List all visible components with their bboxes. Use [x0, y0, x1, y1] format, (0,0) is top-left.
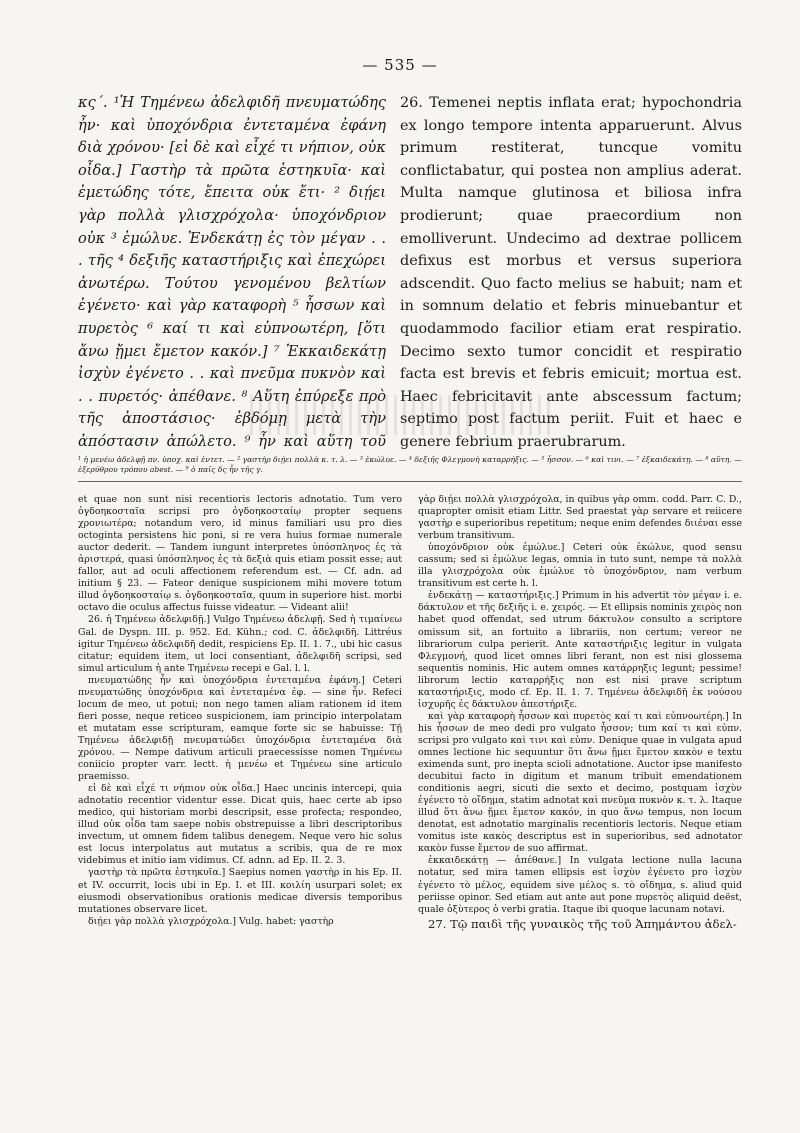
greek-text-column — [78, 92, 386, 452]
commentary-section — [78, 494, 742, 1100]
commentary-paragraph: ὑποχόνδριον οὐκ ἐμώλυε.] Ceteri οὐκ ἐκώλυε, quod sensu cassum; sed si ἐμώλυε legas, omnia in tuto sunt, nempe τὰ πολλὰ illa γλισχρόχολα οὐκ ἐμώλυε τὸ ὑποχόνδριον, nam verbum transitivum est certe h. l. — [418, 542, 742, 590]
critical-apparatus-footnotes: ¹ ἡ μενέω ἀδελφῇ πν. ὑποχ. καὶ ἐντετ. — ² γαστὴρ διῄει πολλὰ κ. τ. λ. — ³ ἐκώλυε. — ⁴ δεξιῆς Φλεγμονὴ καταρρήξις. — ⁵ ἧσσον. — ⁶ καὶ τινι. — ⁷ ἑξκαιδεκάτῃ. — ⁸ αὕτη. — ἐξερύθρου τρόπου abest. — ⁹ ὁ παῖς δς ἦν τῆς γ. — [78, 455, 742, 474]
commentary-paragraph: καὶ γὰρ καταφορὴ ἧσσων καὶ πυρετὸς καί τι καὶ εὐπνοωτέρη.] In his ἧσσων de meo dedi pro vulgato ἧσσον; tum καί τι καὶ εὐπν. scripsi pro vulgato καὶ τινι καὶ εὐπν. Denique quae in vulgata apud omnes lectione hic sequuntur ὅτι ἄνω ᾔμει ἔμετον κακὸν e textu eximenda sunt, pro inepta scioli adnotatione. Auctor ipse manifesto decubitui facto in digitum et manum tribuit emendationem conditionis aegri, sicuti die sexto et decimo, postquam ἰσχὺν ἐγένετο τὸ οἴδημα, statim adnotat καὶ πνεῦμα πυκνὸν κ. τ. λ. Itaque illud ὅτι ἄνω ᾔμει ἔμετον κακόν, in quo ἄνω tempus, non locum denotat, est adnotatio marginalis recentioris lectoris. Neque etiam vomitus iste κακὸς descriptus est in superioribus, sed adnotator κακὸν fusse ἔμετον de suo affirmat. — [418, 710, 742, 855]
commentary-paragraph: ἑκκαιδεκάτῃ — ἀπέθανε.] In vulgata lectione nulla lacuna notatur, sed mira tamen ellipsis est ἰσχὺν ἐγένετο pro ἰσχὺν ἐγένετο τὸ μέλος, equidem sive μέλος s. τὸ οἴδημα, s. aliud quid periisse opinor. Sed etiam aut ante aut pone πυρετὸς aliquid deëst, quale ὀξὺτερος ὁ verbi gratia. Itaque ibi quoque lacunam notavi. — [418, 855, 742, 915]
commentary-paragraph: 26. ἡ Τημένεω ἀδελφιδῇ.] Vulgo Τημένεω ἀδελφῇ. Sed ἡ τιμαίνεω Gal. de Dyspn. III. p. 952. Ed. Kühn.; cod. C. ἀδελφιδῆ. Littréus igitur Τημένεω ἀδελφιδῆ dedit, respiciens Ep. II. 1. 7., ubi hic casus citatur; equidem item, ut loci consentiant, ἀδελφιδῆ scripsi, sed simul articulum ἡ ante Τημένεω recepi e Gal. l. l. — [78, 614, 402, 674]
latin-paragraph-26: 26. Temenei neptis inflata erat; hypochondria ex longo tempore intenta apparuerunt. Alvus primum restiterat, tuncque vomitu conflictabatur, qui postea non amplius aderat. Multa namque glutinosa et biliosa infra prodierunt; quae praecordium non emolliverunt. Undecimo ad dextrae pollicem defixus est morbus et versus superiora adscendit. Quo facto melius se habuit; nam et in somnum delatio et febris minuebantur et quodammodo facilior etiam erat respiratio. Decimo sexto tumor concidit et respiratio facta est brevis et febris emicuit; mortua est. Haec febricitavit ante abscessum factum; septimo post factum periit. Fuit et haec e genere febrium praerubrarum. — [400, 95, 742, 450]
commentary-paragraph: διῄει γὰρ πολλὰ γλισχρόχολα.] Vulg. habet: γαστὴρ — [88, 915, 334, 927]
page-number: — 535 — — [362, 56, 438, 74]
greek-paragraph-26: κς΄. ¹Ἡ Τημένεω ἀδελφιδῆ πνευματώδης ἦν· καὶ ὑποχόνδρια ἐντεταμένα ἐφάνη διὰ χρόνου· [εἰ δὲ καὶ εἶχέ τι νήπιον, οὐκ οἶδα.] Γαστὴρ τὰ πρῶτα ἑστηκυῖα· καὶ ἐμετώδης τότε, ἔπειτα οὐκ ἔτι· ² διῄει γὰρ πολλὰ γλισχρόχολα· ὑποχόνδριον οὐκ ³ ἐμώλυε. Ἐνδεκάτῃ ἐς τὸν μέγαν . . . τῆς ⁴ δεξιῆς καταστήριξις καὶ ἐπεχώρει ἀνωτέρω. Τούτου γενομένου βελτίων ἐγένετο· καὶ γὰρ καταφορὴ ⁵ ἧσσων καὶ πυρετὸς ⁶ καί τι καὶ εὐπνοωτέρη, [ὅτι ἄνω ᾔμει ἔμετον κακόν.] ⁷ Ἑκκαιδεκάτῃ ἰσχὺν ἐγένετο . . καὶ πνεῦμα πυκνὸν καὶ . . πυρετός· ἀπέθανε. ⁸ Αὕτη ἐπύρεξε πρὸ τῆς ἀποστάσιος· ἑβδόμῃ μετὰ τὴν ἀπόστασιν ἀπώλετο. ⁹ ἦν καὶ αὕτη τοῦ — [78, 94, 386, 450]
latin-translation-column — [400, 92, 742, 452]
commentary-paragraph: ἐνδεκάτῃ — καταστήριξις.] Primum in his advertit τὸν μέγαν i. e. δάκτυλον et τῆς δεξιῆς i. e. χειρός. — Et ellipsis nominis χειρὸς non habet quod offendat, sed utrum δάκτυλον consulto a scriptore omissum sit, an fortuito a librariis, non certum; vereor ne librariorum culpa perierit. Ante καταστήριξις legitur in vulgata Φλεγμονή, quod licet omnes libri ferant, non est nisi glossema sequentis nominis. Hic autem omnes κατάρρηξις legunt; pessime! librorum lectio καταρρήξις non est nisi prave scriptum καταστήριξις, modo cf. Ep. II. 1. 7. Τημένεω ἀδελφιδῆ ἐκ νούσου ἰσχυρῆς ἐς δάκτυλον ἀπεστήριξε. — [418, 590, 742, 710]
section-divider — [78, 481, 742, 482]
commentary-next-entry: 27. Τῷ παιδὶ τῆς γυναικὸς τῆς τοῦ Ἀπημάντου ἀδελ- — [428, 916, 737, 931]
commentary-paragraph: et quae non sunt nisi recentioris lectoris adnotatio. Tum vero ὀγδοηκοσταῖα scripsi pro ὀγδοηκοσταίῳ propter sequens χρονιωτέρα; notandum vero, id minus familiari usu pro dies octoginta persistens hic poni, si re vera huius formae numerale auctor dederit. — Tandem iungunt interpretes ὑπόσπληνος ἐς τὰ ἀριστερά, quasi ὑπόσπληνος ἐς τὰ δεξιὰ quis etiam possit esse; aut fallor, aut ad oculi affectionem referendum est. — Cf. adn. ad initium § 23. — Fateor denique suspicionem mihi movere totum illud ὀγδοηκοσταίῳ s. ὀγδοηκοσταῖα, quum in superiore hist. morbi octavo die oculus affectus fuisse videatur. — Videant alii! — [78, 494, 402, 614]
main-text-section — [78, 92, 742, 452]
commentary-paragraph: πνευματώδης ἦν καὶ ὑποχόνδρια ἐντεταμένα ἐφάνη.] Ceteri πνευματώδης ὑποχόνδρια καὶ ἐντεταμένα ἐφ. — sine ἦν. Refeci locum de meo, ut potui; non nego tamen aliam rationem id item fieri posse, neque reticeo suspicionem, iam principio interpolatam et mutatam esse scripturam, eamque forte sic se habuisse: Τῇ Τημένεω ἀδελφιδῇ πνευματώδει ὑποχόνδρια ἐντεταμένα διὰ χρόνου. — Nempe dativum articuli praecessisse nomen Τημένεω coniicio propter varr. lectt. ἡ μενέω et Τημένεω sine articulo praemisso. — [78, 674, 402, 783]
commentary-right-column — [418, 494, 742, 1100]
commentary-paragraph: εἰ δὲ καὶ εἶχέ τι νήπιον οὐκ οἶδα.] Haec uncinis intercepi, quia adnotatio recentior videntur esse. Dicat quis, haec certe ab ipso medico, qui historiam morbi descripsit, esse profecta; respondeo, illud οὐκ οἶδα tam saepe nobis obstrepuisse a libri descriptoribus invectum, ut omnem fidem talibus denegem. Neque vero hic solus est locus interpolatus aut mutatus a scribis, qua de re mox videbimus et initio iam vidimus. Cf. adnn. ad Ep. II. 2. 3. — [78, 783, 402, 867]
commentary-paragraph: γαστὴρ τὰ πρῶτα ἑστηκυῖα.] Saepius nomen γαστὴρ in his Ep. II. et IV. occurrit, locis ubi in Ep. I. et III. κοιλίη usurpari solet; ex eiusmodi observationibus orationis medicae diversis temporibus mutationes observare licet. — [78, 867, 402, 915]
commentary-paragraph: γὰρ διῄει πολλὰ γλισχρόχολα, in quibus γὰρ omm. codd. Parr. C. D., quapropter omisit etiam Littr. Sed praestat γὰρ servare et reiicere γαστὴρ e superioribus repetitum; neque enim defendes διιέναι esse verbum transitivum. — [418, 494, 742, 542]
commentary-left-column — [78, 494, 402, 1100]
